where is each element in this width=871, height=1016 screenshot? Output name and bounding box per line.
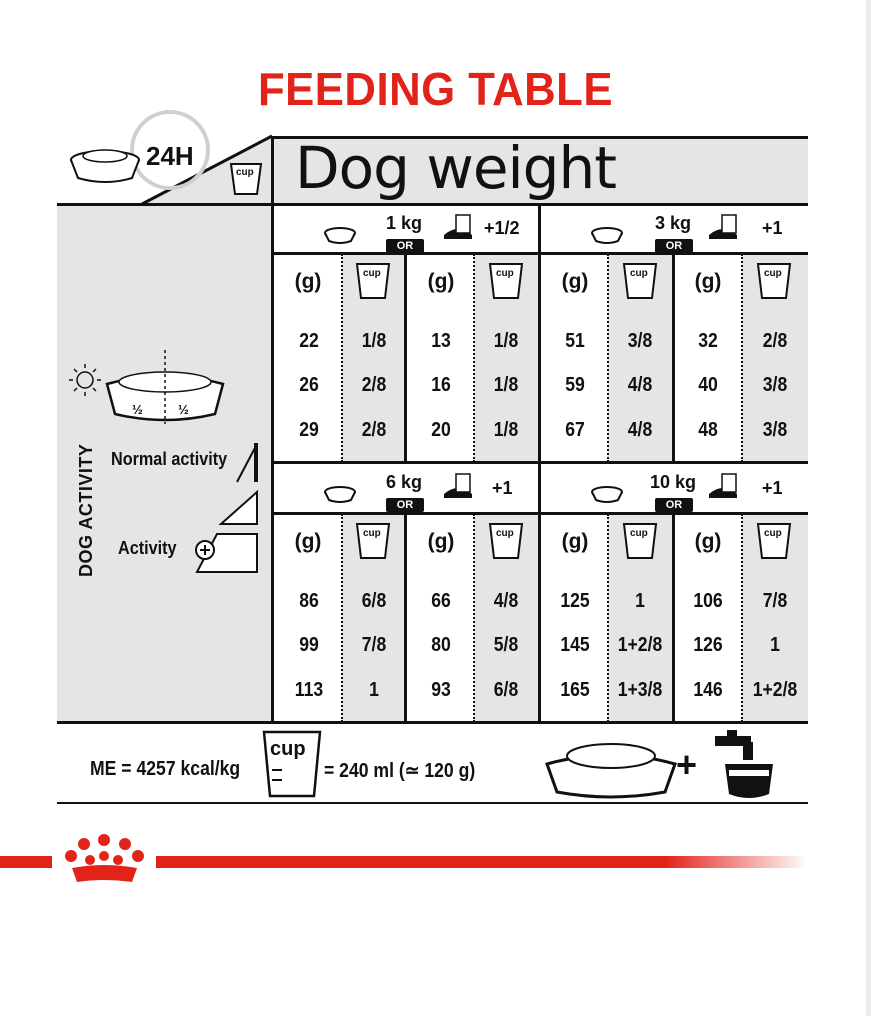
table-cell: 145 <box>560 634 590 656</box>
table-cell: 1/8 <box>493 330 519 352</box>
table-cell: 126 <box>693 634 723 656</box>
table-cell: 2/8 <box>762 330 788 352</box>
table-cell: 7/8 <box>361 634 387 656</box>
tap-water-icon <box>715 730 773 798</box>
table-cell: 1+2/8 <box>752 679 798 701</box>
bowl-icon <box>107 350 223 424</box>
half-label: ½ <box>132 402 143 417</box>
table-cell: 146 <box>693 679 723 701</box>
table-cell: 48 <box>698 419 718 441</box>
table-cell: 1+2/8 <box>617 634 663 656</box>
cup-label: cup <box>630 528 648 539</box>
table-cell: 106 <box>693 590 723 612</box>
sun-icon <box>69 364 101 396</box>
table-cell: 93 <box>431 679 451 701</box>
table-cell: 86 <box>299 590 319 612</box>
brand-bar-right <box>156 856 808 868</box>
table-cell: 1/8 <box>493 419 519 441</box>
table-cell: 26 <box>299 374 319 396</box>
table-cell: 59 <box>565 374 585 396</box>
plus-circle-icon <box>196 541 214 559</box>
energy-label: ME = 4257 kcal/kg <box>90 758 241 780</box>
table-cell: 4/8 <box>493 590 519 612</box>
corner-24h-label: 24H <box>146 141 194 171</box>
table-cell: 20 <box>431 419 451 441</box>
weight-label: 10 kg <box>650 472 697 492</box>
table-cell: 1+3/8 <box>617 679 663 701</box>
table-cell: 99 <box>299 634 319 656</box>
corner-cup-label: cup <box>236 167 254 178</box>
cup-label: cup <box>363 528 381 539</box>
table-cell: 51 <box>565 330 585 352</box>
table-cell: 4/8 <box>627 419 653 441</box>
half-label: ½ <box>178 402 189 417</box>
table-cell: 1 <box>635 590 645 612</box>
table-cell: 2/8 <box>361 374 387 396</box>
table-cell: 6/8 <box>493 679 519 701</box>
cup-equivalence: = 240 ml (≃ 120 g) <box>324 760 476 782</box>
table-cell: 66 <box>431 590 451 612</box>
grams-header: (g) <box>694 270 722 293</box>
table-cell: 32 <box>698 330 718 352</box>
table-cell: 125 <box>560 590 590 612</box>
dog-activity-label: DOG ACTIVITY <box>76 443 96 577</box>
grams-header: (g) <box>294 530 322 553</box>
table-cell: 2/8 <box>361 419 387 441</box>
bowl-water-graphic <box>545 728 785 804</box>
table-cell: 1/8 <box>361 330 387 352</box>
table-cell: 80 <box>431 634 451 656</box>
table-cell: 6/8 <box>361 590 387 612</box>
table-cell: 3/8 <box>762 419 788 441</box>
activity-label: Activity <box>118 538 177 558</box>
table-cell: 16 <box>431 374 451 396</box>
table-cell: 3/8 <box>762 374 788 396</box>
table-cell: 22 <box>299 330 319 352</box>
extra-label: +1 <box>762 478 783 498</box>
moon-icon <box>239 364 253 392</box>
table-cell: 113 <box>294 679 324 701</box>
page-title: FEEDING TABLE <box>258 63 613 115</box>
table-cell: 13 <box>431 330 451 352</box>
grams-header: (g) <box>561 530 589 553</box>
weight-label: 1 kg <box>386 213 423 233</box>
cup-label: cup <box>630 268 648 279</box>
cup-label: cup <box>764 268 782 279</box>
brand-bar-left <box>0 856 52 868</box>
table-cell: 67 <box>565 419 585 441</box>
table-cell: 165 <box>560 679 590 701</box>
normal-activity-label: Normal activity <box>111 449 228 469</box>
weight-label: 6 kg <box>386 472 423 492</box>
table-cell: 40 <box>698 374 718 396</box>
table-cell: 3/8 <box>627 330 653 352</box>
plus-sign: + <box>676 744 698 785</box>
dog-weight-header: Dog weight <box>295 134 616 202</box>
extra-label: +1 <box>762 218 783 238</box>
grams-header: (g) <box>427 270 455 293</box>
grams-header: (g) <box>694 530 722 553</box>
table-cell: 1/8 <box>493 374 519 396</box>
or-badge: OR <box>655 239 693 253</box>
cup-label: cup <box>363 268 381 279</box>
table-cell: 4/8 <box>627 374 653 396</box>
grams-header: (g) <box>427 530 455 553</box>
table-cell: 29 <box>299 419 319 441</box>
bowl-icon <box>547 744 675 797</box>
table-cell: 1 <box>770 634 780 656</box>
cup-label: cup <box>496 528 514 539</box>
extra-label: +1 <box>492 478 513 498</box>
weight-label: 3 kg <box>655 213 692 233</box>
grams-header: (g) <box>561 270 589 293</box>
crown-logo <box>60 834 150 888</box>
cup-label: cup <box>496 268 514 279</box>
or-badge: OR <box>655 498 693 512</box>
table-cell: 5/8 <box>493 634 519 656</box>
or-badge: OR <box>386 498 424 512</box>
cup-label: cup <box>764 528 782 539</box>
or-badge: OR <box>386 239 424 253</box>
grams-header: (g) <box>294 270 322 293</box>
cup-label: cup <box>270 738 306 760</box>
extra-label: +1/2 <box>484 218 520 238</box>
table-cell: 7/8 <box>762 590 788 612</box>
table-cell: 1 <box>369 679 379 701</box>
